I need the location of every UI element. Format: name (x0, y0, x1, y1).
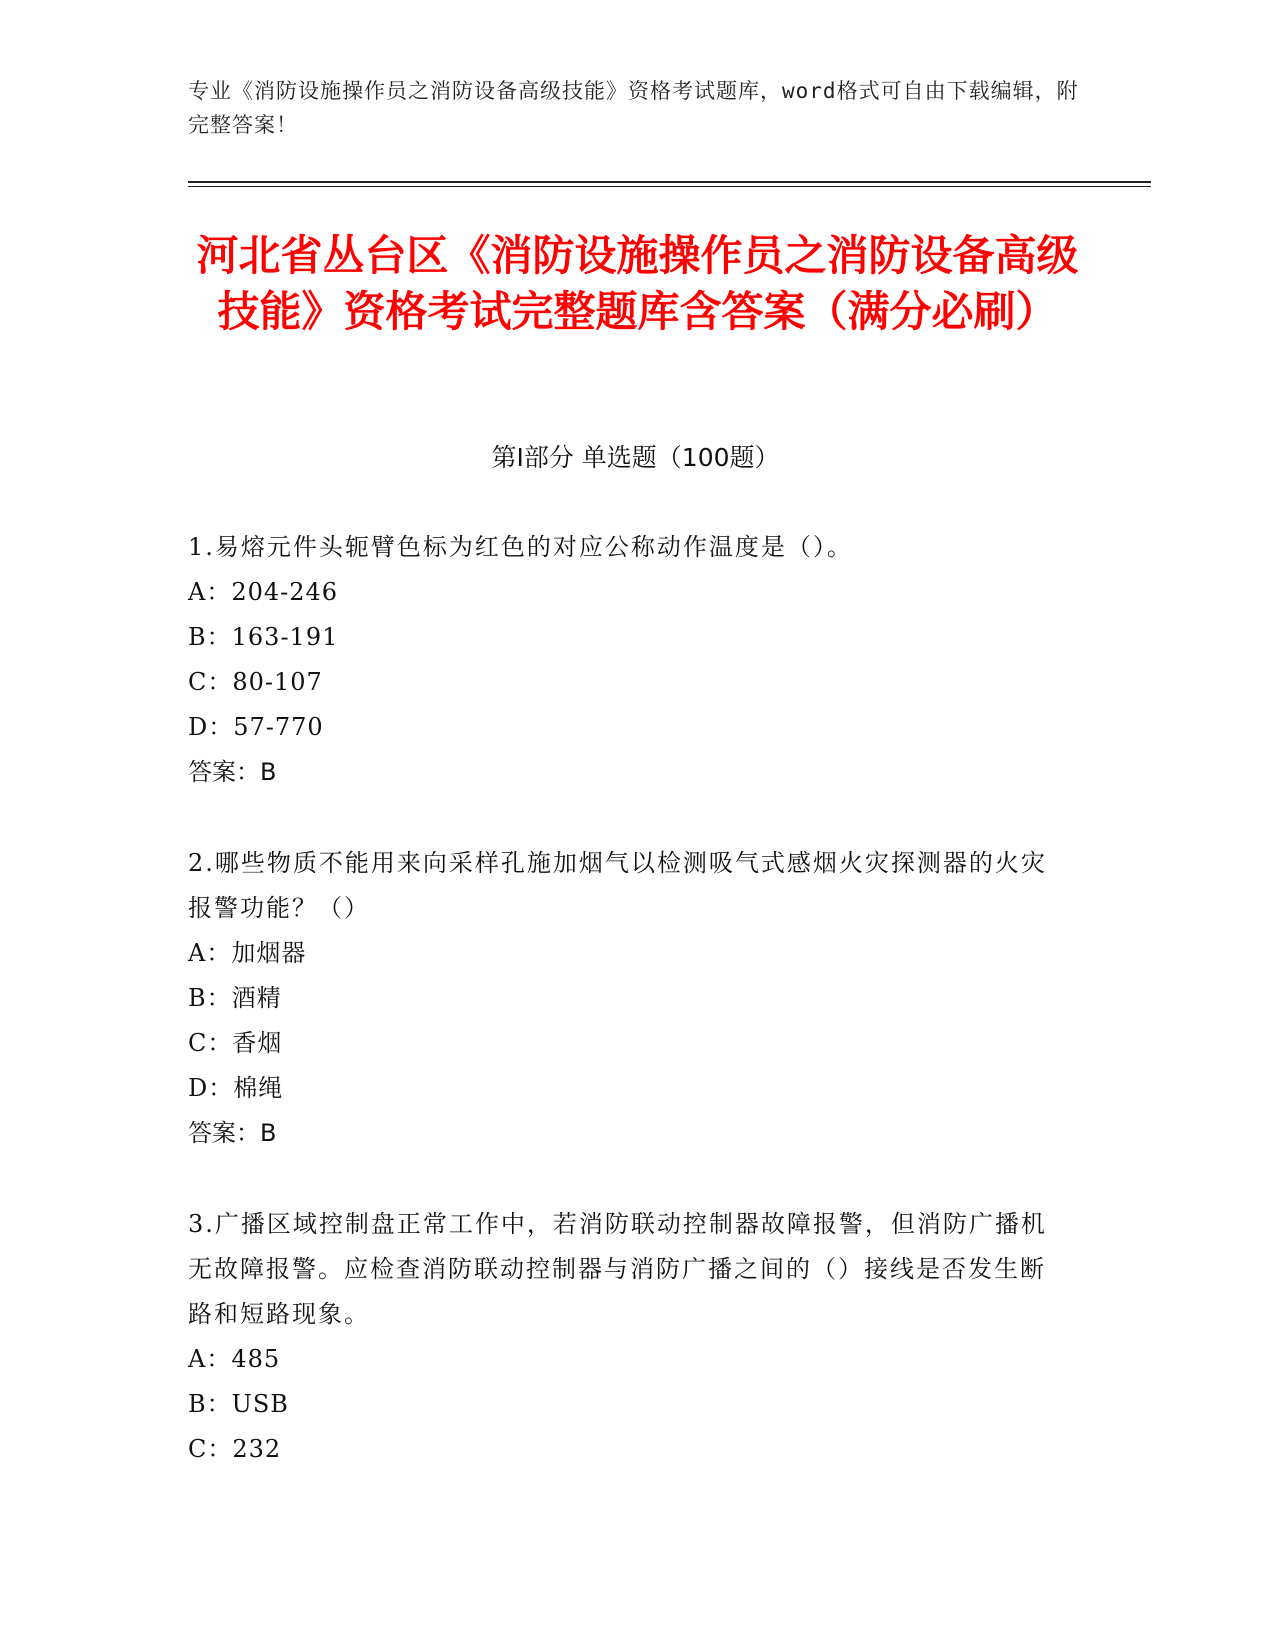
answer: 答案：B (188, 1119, 277, 1147)
option-c: C：香烟 (188, 1029, 283, 1057)
option-b: B：163-191 (188, 623, 339, 651)
option-d: D：棉绳 (188, 1074, 284, 1102)
option-b: B：USB (188, 1390, 289, 1418)
header-note: 专业《消防设施操作员之消防设备高级技能》资格考试题库，word格式可自由下载编辑，附完整答案！ (188, 79, 1079, 137)
question-stem: 2.哪些物质不能用来向采样孔施加烟气以检测吸气式感烟火灾探测器的火灾报警功能？（） (188, 849, 1047, 922)
question-list (188, 525, 1068, 1518)
question-3 (188, 1202, 1068, 1472)
question-stem: 3.广播区域控制盘正常工作中，若消防联动控制器故障报警，但消防广播机无故障报警。应检查消防联动控制器与消防广播之间的（）接线是否发生断路和短路现象。 (188, 1210, 1047, 1328)
option-c: C：80-107 (188, 668, 323, 696)
question-2 (188, 841, 1068, 1156)
question-stem: 1.易熔元件头轭臂色标为红色的对应公称动作温度是（）。 (188, 533, 853, 561)
header-divider (188, 181, 1151, 183)
option-c: C：232 (188, 1435, 282, 1463)
option-a: A：204-246 (188, 578, 339, 606)
option-a: A：加烟器 (188, 939, 307, 967)
header-divider-thin (188, 186, 1151, 187)
option-b: B：酒精 (188, 984, 282, 1012)
answer: 答案：B (188, 758, 277, 786)
option-d: D：57-770 (188, 713, 324, 741)
document-title: 河北省丛台区《消防设施操作员之消防设备高级技能》资格考试完整题库含答案（满分必刷） (196, 231, 1079, 336)
option-a: A：485 (188, 1345, 281, 1373)
question-1 (188, 525, 1068, 795)
section-title: 第Ⅰ部分 单选题（100题） (491, 443, 780, 472)
